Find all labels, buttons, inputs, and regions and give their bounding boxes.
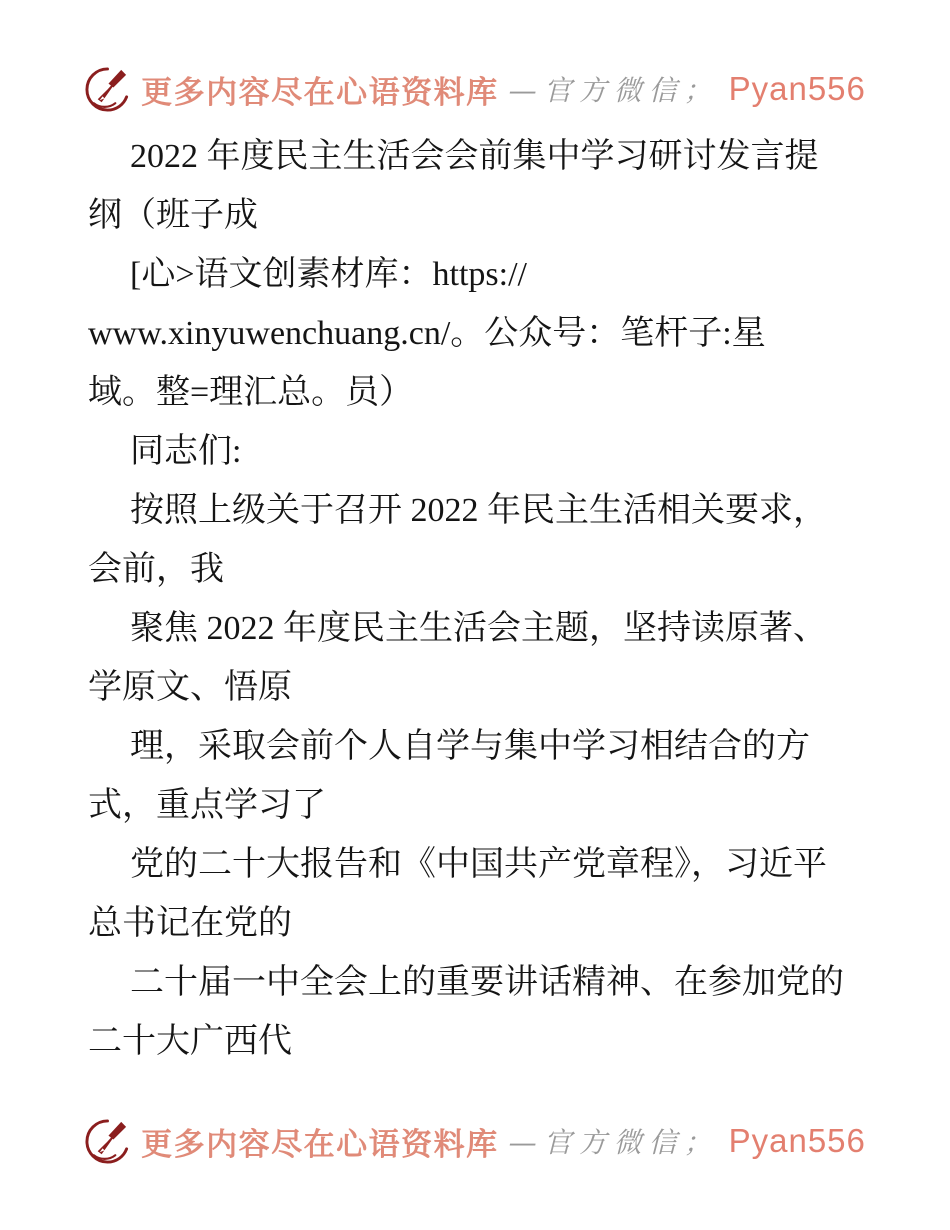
text-line: 2022 年度民主生活会会前集中学习研讨发言提	[130, 138, 819, 175]
text-line: 党的二十大报告和《中国共产党章程》，习近平	[130, 846, 827, 883]
text-line: 会前，我	[88, 551, 224, 588]
header-watermark	[0, 0, 950, 114]
text-line: 式，重点学习了	[88, 787, 326, 824]
text-line: 二十大广西代	[88, 1023, 292, 1060]
footer-watermark	[0, 1116, 950, 1166]
text-line: 同志们:	[130, 433, 242, 470]
text-line: 总书记在党的	[88, 905, 292, 942]
text-line: 按照上级关于召开 2022 年民主生活相关要求，	[130, 492, 827, 529]
watermark-site-text: 更多内容尽在心语资料库	[141, 74, 499, 110]
text-line: 学原文、悟原	[88, 669, 292, 706]
text-line: 纲（班子成	[88, 197, 258, 234]
watermark-wechat-label: —官方微信；	[508, 74, 719, 107]
text-line: 域。整=理汇总。员）	[88, 374, 414, 411]
watermark-wechat-account: Pyan556	[728, 1122, 866, 1159]
watermark-site-text: 更多内容尽在心语资料库	[141, 1126, 499, 1162]
text-line: 二十届一中全会上的重要讲话精神、在参加党的	[130, 964, 844, 1001]
text-line: 聚焦 2022 年度民主生活会主题，坚持读原著、	[130, 610, 827, 647]
document-body	[88, 127, 878, 1071]
pen-swirl-logo-icon	[84, 66, 131, 113]
text-line: www.xinyuwenchuang.cn/。公众号：笔杆子:星	[88, 315, 766, 352]
pen-swirl-logo-icon	[84, 1118, 131, 1165]
watermark-wechat-account: Pyan556	[728, 70, 866, 107]
text-line: [心>语文创素材库：https://	[130, 256, 527, 293]
text-line: 理，采取会前个人自学与集中学习相结合的方	[130, 728, 810, 765]
watermark-wechat-label: —官方微信；	[508, 1126, 719, 1159]
